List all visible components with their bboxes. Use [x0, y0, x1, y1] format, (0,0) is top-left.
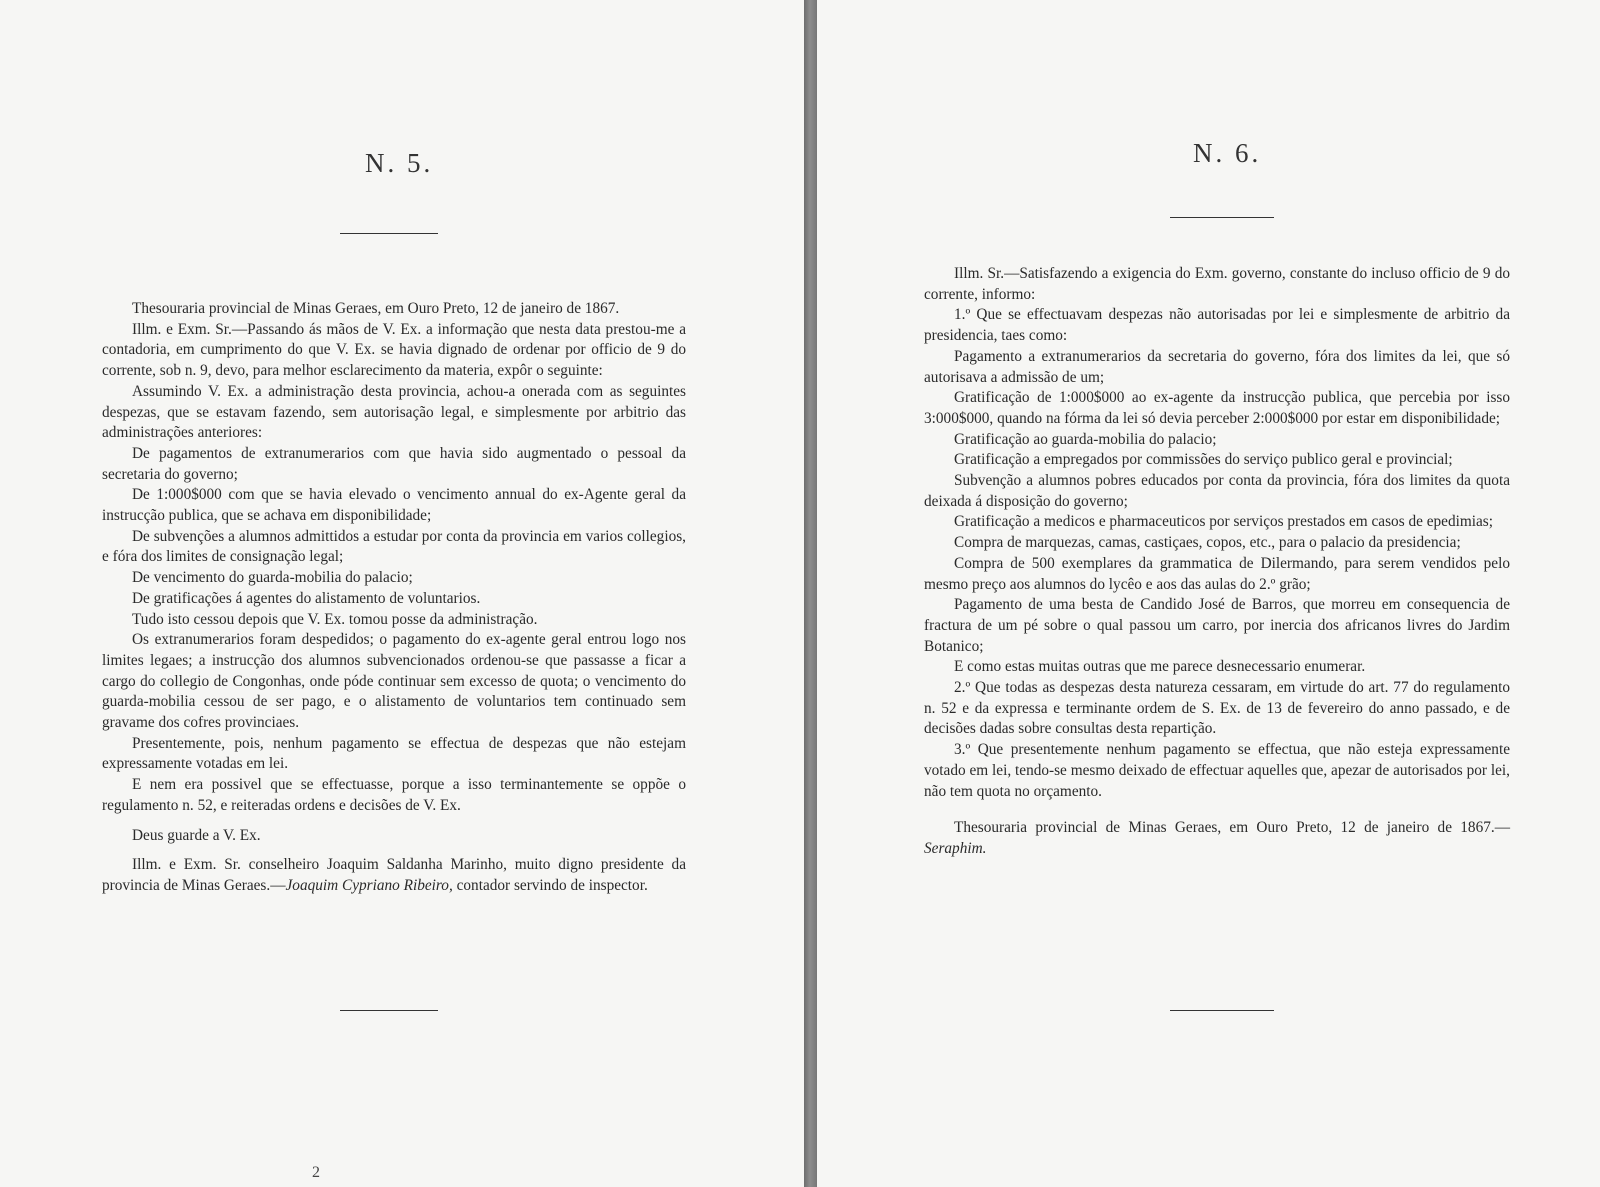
document-number-heading: N. 6. — [1193, 138, 1262, 168]
paragraph: De vencimento do guarda-mobilia do palacio; — [132, 569, 413, 587]
paragraph: De 1:000$000 com que se havia elevado o vencimento annual do ex-Agente geral da instrucção publica, que se achava em disponibilidade; — [102, 486, 686, 525]
heading-rule — [1170, 217, 1274, 218]
heading-rule — [340, 233, 438, 234]
paragraph: Illm. e Exm. Sr.—Passando ás mãos de V. Ex. a informação que nesta data prestou-me a contadoria, em cumprimento do que V. Ex. se havia dignado de ordenar por officio de 9 do corrente, sob n. 9, devo, para melhor esclarecimento da materia, expôr o seguinte: — [102, 320, 686, 380]
paragraph: 3.º Que presentemente nenhum pagamento se effectua, que não esteja expressamente votado em lei, tendo-se mesmo deixado de effectuar aquelles que, apezar de autorisados por lei, não tem quota no orçamento. — [924, 741, 1510, 800]
closing-address — [102, 855, 686, 896]
signature: Seraphim. — [924, 839, 987, 857]
document-number-heading: N. 5. — [365, 148, 434, 178]
closing-text: Illm. e Exm. Sr. conselheiro Joaquim Saldanha Marinho, muito digno presidente da provincia de Minas Geraes.— — [102, 856, 686, 894]
salutation: Deus guarde a V. Ex. — [132, 826, 261, 844]
paragraph: Illm. Sr.—Satisfazendo a exigencia do Exm. governo, constante do incluso officio de 9 do corrente, informo: — [924, 265, 1510, 303]
page-number: 2 — [312, 1164, 320, 1181]
paragraph: Compra de marquezas, camas, castiçaes, copos, etc., para o palacio da presidencia; — [954, 534, 1461, 552]
signature: Joaquim Cypriano Ribeiro, — [285, 876, 453, 894]
paragraph: De subvenções a alumnos admittidos a estudar por conta da provincia em varios collegios, e fóra dos limites de consignação legal; — [102, 527, 686, 566]
paragraph: E como estas muitas outras que me parece desnecessario enumerar. — [954, 658, 1366, 676]
place-date-line: Thesouraria provincial de Minas Geraes, em Ouro Preto, 12 de janeiro de 1867. — [132, 300, 620, 317]
paragraph: 2.º Que todas as despezas desta natureza cessaram, em virtude do art. 77 do regulamento n. 52 e da expressa e terminante ordem de S. Ex. de 13 de fevereiro do anno passado, e de decisões dadas sobre consultas desta repartição. — [924, 679, 1510, 738]
closing-text: Thesouraria provincial de Minas Geraes, em Ouro Preto, 12 de janeiro de 1867.— — [954, 819, 1510, 837]
paragraph: De pagamentos de extranumerarios com que havia sido augmentado o pessoal da secretaria do governo; — [102, 444, 686, 483]
end-rule — [1170, 1010, 1274, 1011]
paragraph: 1.º Que se effectuavam despezas não autorisadas por lei e simplesmente de arbitrio da presidencia, taes como: — [924, 306, 1510, 345]
paragraph: Gratificação ao guarda-mobilia do palacio; — [954, 430, 1217, 448]
paragraph: Presentemente, pois, nenhum pagamento se effectua de despezas que não estejam expressamente votadas em lei. — [102, 734, 686, 773]
paragraph: E nem era possivel que se effectuasse, porque a isso terminantemente se oppõe o regulamento n. 52, e reiteradas ordens e decisões de V. Ex. — [102, 776, 686, 814]
place-date-signature — [924, 818, 1510, 859]
paragraph: Assumindo V. Ex. a administração desta provincia, achou-a onerada com as seguintes despezas, que se estavam fazendo, sem autorisação legal, e simplesmente por arbitrio das administrações anteriores: — [102, 382, 686, 442]
paragraph: Gratificação a medicos e pharmaceuticos por serviços prestados em casos de epedimias; — [954, 513, 1494, 531]
paragraph: Pagamento de uma besta de Candido José de Barros, que morreu em consequencia de fractura de um pé sobre o qual passou um carro, por inercia dos africanos livres do Jardim Botanico; — [924, 596, 1510, 655]
closing-tail: contador servindo de inspector. — [452, 876, 648, 894]
paragraph: Compra de 500 exemplares da grammatica de Dilermando, para serem vendidos pelo mesmo preço aos alumnos do lycêo e aos das aulas do 2.º grão; — [924, 554, 1510, 593]
paragraph: Pagamento a extranumerarios da secretaria do governo, fóra dos limites da lei, que só autorisava a admissão de um; — [924, 347, 1510, 386]
letter-body — [924, 264, 1510, 860]
right-page — [817, 0, 1600, 1187]
paragraph: Gratificação a empregados por commissões do serviço publico geral e provincial; — [954, 451, 1453, 469]
paragraph: Gratificação de 1:000$000 ao ex-agente da instrucção publica, que percebia por isso 3:000$000, quando na fórma da lei só devia perceber 2:000$000 por estar em disponibilidade; — [924, 389, 1510, 427]
book-gutter — [804, 0, 817, 1187]
paragraph: Subvenção a alumnos pobres educados por conta da provincia, fóra dos limites da quota deixada á disposição do governo; — [924, 472, 1510, 510]
paragraph: Os extranumerarios foram despedidos; o pagamento do ex-agente geral entrou logo nos limites legaes; a instrucção dos alumnos subvencionados ordenou-se que passasse a ficar a cargo do collegio de Congonhas, onde póde continuar sem excesso de quota; o vencimento do guarda-mobilia cessou de ser pago, e o alistamento de voluntarios tem continuado sem gravame dos cofres provinciaes. — [102, 631, 686, 732]
paragraph: Tudo isto cessou depois que V. Ex. tomou posse da administração. — [132, 610, 538, 628]
end-rule — [340, 1010, 438, 1011]
letter-body — [102, 299, 686, 897]
paragraph: De gratificações á agentes do alistamento de voluntarios. — [132, 589, 481, 607]
